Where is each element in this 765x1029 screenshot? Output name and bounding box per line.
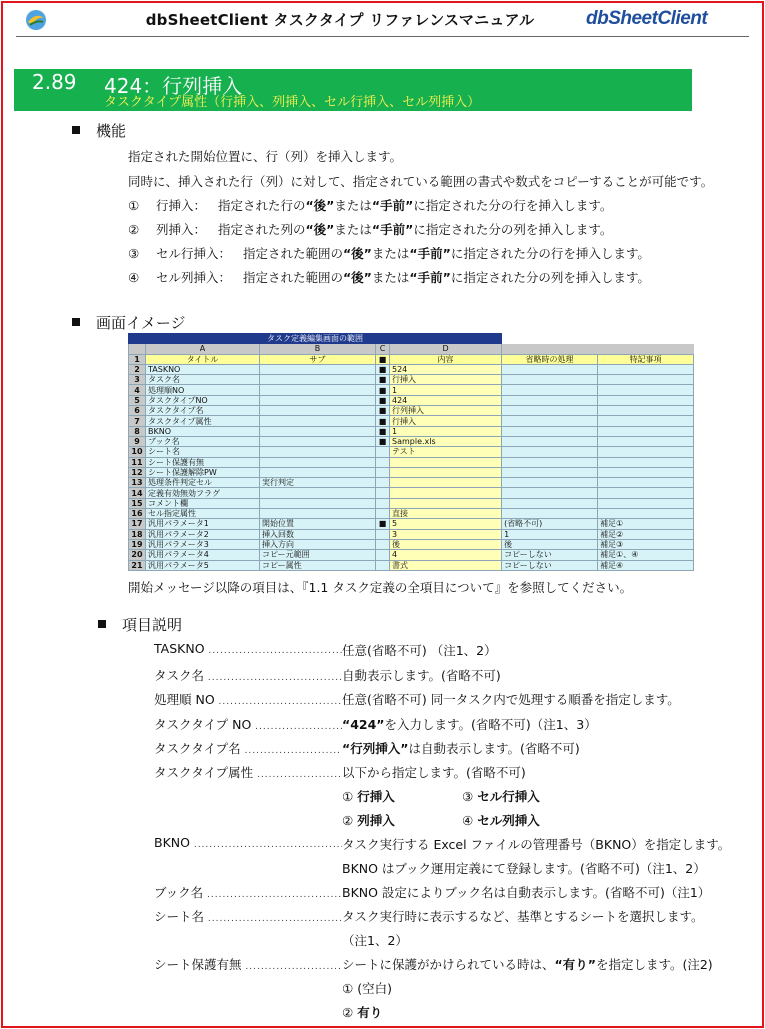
sheet-cell xyxy=(502,375,598,385)
sheet-cell: ■ xyxy=(376,364,390,374)
sheet-cell xyxy=(390,467,502,477)
sheet-cell: 後 xyxy=(502,539,598,549)
def-desc: BKNO 設定によりブック名は自動表示します。(省略不可)（注1） xyxy=(342,885,711,900)
def-desc: シートに保護がかけられている時は、“有り”を指定します。(注2) xyxy=(342,957,713,972)
sheet-row xyxy=(129,406,694,416)
sheet-cell xyxy=(260,447,376,457)
sheet-cell: 汎用パラメータ3 xyxy=(146,539,260,549)
sheet-cell: 書式 xyxy=(390,560,502,570)
sheet-row xyxy=(129,395,694,405)
sheet-cell: 補足③ xyxy=(598,539,694,549)
sheet-row xyxy=(129,375,694,385)
sheet-cell xyxy=(502,416,598,426)
col-letter: A xyxy=(146,344,260,354)
attr-option: ② 列挿入 xyxy=(342,813,395,828)
sheet-cell: タスクタイプ属性 xyxy=(146,416,260,426)
sheet-cell: セル指定属性 xyxy=(146,509,260,519)
row-number: 21 xyxy=(129,560,146,570)
row-number: 14 xyxy=(129,488,146,498)
header-title: dbSheetClient タスクタイプ リファレンスマニュアル xyxy=(145,11,535,29)
col-title: サブ xyxy=(260,354,376,364)
sheet-cell xyxy=(376,478,390,488)
sheet-row xyxy=(129,509,694,519)
sheet-cell: BKNO xyxy=(146,426,260,436)
function-para1: 指定された開始位置に、行（列）を挿入します。 xyxy=(128,149,403,164)
sheet-cell: 424 xyxy=(390,395,502,405)
sheet-cell xyxy=(598,436,694,446)
sheet-cell: 後 xyxy=(390,539,502,549)
sheet-cell: 汎用パラメータ1 xyxy=(146,519,260,529)
sheet-cell xyxy=(598,457,694,467)
col-title: ■ xyxy=(376,354,390,364)
function-item: ① 行挿入： 指定された行の“後”または“手前”に指定された分の行を挿入します。 xyxy=(128,198,613,213)
header-divider xyxy=(16,36,749,37)
bullet-square-icon xyxy=(72,318,80,326)
sheet-cell xyxy=(376,529,390,539)
sheet-row xyxy=(129,488,694,498)
row-number: 9 xyxy=(129,436,146,446)
sheet-cell: コメント欄 xyxy=(146,498,260,508)
sheet-cell xyxy=(598,406,694,416)
sheet-row xyxy=(129,529,694,539)
col-title: 特記事項 xyxy=(598,354,694,364)
sheet-cell: タスクタイプ名 xyxy=(146,406,260,416)
sheet-cell: テスト xyxy=(390,447,502,457)
def-row: シート名 ..... xyxy=(154,907,342,928)
sheet-cell: 実行判定 xyxy=(260,478,376,488)
sheet-cell xyxy=(260,416,376,426)
sheet-cell xyxy=(598,375,694,385)
def-row: ブック名 ..... xyxy=(154,883,342,904)
row-number: 20 xyxy=(129,550,146,560)
sheet-cell: コピー属性 xyxy=(260,560,376,570)
sheet-cell: 3 xyxy=(390,529,502,539)
sheet-cell xyxy=(502,447,598,457)
sheet-row xyxy=(129,385,694,395)
sheet-cell: タスクタイプNO xyxy=(146,395,260,405)
sheet-cell xyxy=(598,467,694,477)
def-row: タスクタイプ名 ..... xyxy=(154,739,342,760)
sheet-cell xyxy=(502,478,598,488)
sheet-row xyxy=(129,364,694,374)
sheet-cell xyxy=(502,395,598,405)
sheet-row xyxy=(129,478,694,488)
sheet-cell xyxy=(376,509,390,519)
sheet-cell xyxy=(260,385,376,395)
row-number: 12 xyxy=(129,467,146,477)
sheet-cell xyxy=(502,467,598,477)
sheet-cell: シート保護解除PW xyxy=(146,467,260,477)
sheet-cell: ■ xyxy=(376,406,390,416)
function-para2: 同時に、挿入された行（列）に対して、指定されている範囲の書式や数式をコピーすることが可能です。 xyxy=(128,174,714,189)
section-title: 424：行列挿入 xyxy=(104,74,243,98)
sheet-cell xyxy=(502,364,598,374)
col-title: 省略時の処理 xyxy=(502,354,598,364)
row-number: 6 xyxy=(129,406,146,416)
sheet-cell xyxy=(390,498,502,508)
sheet-cell xyxy=(376,539,390,549)
sheet-row xyxy=(129,416,694,426)
sheet-cell xyxy=(598,447,694,457)
sheet-cell: 補足① xyxy=(598,519,694,529)
sheet-row xyxy=(129,467,694,477)
row-number: 10 xyxy=(129,447,146,457)
sheet-cell xyxy=(598,488,694,498)
def-desc: BKNO はブック運用定義にて登録します。(省略不可)（注1、2） xyxy=(342,861,706,876)
sheet-cell: 1 xyxy=(390,385,502,395)
row-number: 8 xyxy=(129,426,146,436)
sheet-cell: (省略不可) xyxy=(502,519,598,529)
sheet-cell: 開始位置 xyxy=(260,519,376,529)
sheet-cell xyxy=(260,436,376,446)
def-desc: （注1、2） xyxy=(342,933,408,948)
sheet-cell: ■ xyxy=(376,519,390,529)
prot-option: ② 有り xyxy=(342,1005,383,1020)
def-desc: “424”を入力します。(省略不可)（注1、3） xyxy=(342,717,597,732)
row-number: 7 xyxy=(129,416,146,426)
sheet-row xyxy=(129,436,694,446)
sheet-row xyxy=(129,426,694,436)
def-row: シート保護有無 ..... xyxy=(154,955,342,976)
sheet-cell xyxy=(502,426,598,436)
col-title: 内容 xyxy=(390,354,502,364)
def-row: BKNO ..... xyxy=(154,835,342,853)
attr-option: ③ セル行挿入 xyxy=(462,789,540,804)
sheet-cell xyxy=(390,457,502,467)
sheet-cell xyxy=(598,509,694,519)
sheet-cell xyxy=(502,406,598,416)
sheet-cell xyxy=(502,509,598,519)
def-desc: 任意(省略不可) （注1、2） xyxy=(342,643,497,658)
sheet-cell: ■ xyxy=(376,385,390,395)
sheet-cell xyxy=(390,488,502,498)
sheet-cell: ブック名 xyxy=(146,436,260,446)
screen-heading: 画面イメージ xyxy=(72,312,186,333)
col-letter: B xyxy=(260,344,376,354)
sheet-cell: 挿入回数 xyxy=(260,529,376,539)
sheet-cell xyxy=(376,488,390,498)
section-subtitle: タスクタイプ属性（行挿入、列挿入、セル行挿入、セル列挿入） xyxy=(104,95,481,110)
function-heading: 機能 xyxy=(72,120,126,141)
sheet-cell: 直接 xyxy=(390,509,502,519)
sheet-cell xyxy=(260,406,376,416)
sheet-cell: 補足② xyxy=(598,529,694,539)
sheet-cell xyxy=(376,447,390,457)
sheet-cell xyxy=(260,467,376,477)
sheet-cell: 1 xyxy=(390,426,502,436)
sheet-cell xyxy=(598,478,694,488)
row-number: 18 xyxy=(129,529,146,539)
row-number: 16 xyxy=(129,509,146,519)
sheet-range-caption: タスク定義編集画面の範囲 xyxy=(129,334,502,344)
def-desc: 任意(省略不可) 同一タスク内で処理する順番を指定します。 xyxy=(342,692,680,707)
sheet-cell xyxy=(260,488,376,498)
row-number: 17 xyxy=(129,519,146,529)
prot-option: ① (空白) xyxy=(342,981,392,996)
sheet-cell xyxy=(376,457,390,467)
sheet-cell xyxy=(260,364,376,374)
attr-option: ④ セル列挿入 xyxy=(462,813,540,828)
function-item: ③ セル行挿入： 指定された範囲の“後”または“手前”に指定された分の行を挿入します。 xyxy=(128,246,650,261)
col-letter: C xyxy=(376,344,390,354)
sheet-cell xyxy=(598,364,694,374)
sheet-cell xyxy=(502,498,598,508)
sheet-cell: 処理順NO xyxy=(146,385,260,395)
sheet-cell xyxy=(598,498,694,508)
row-number: 15 xyxy=(129,498,146,508)
sheet-cell: Sample.xls xyxy=(390,436,502,446)
row-number: 19 xyxy=(129,539,146,549)
row-number: 5 xyxy=(129,395,146,405)
sheet-cell: ■ xyxy=(376,375,390,385)
sheet-cell xyxy=(598,416,694,426)
row-number: 13 xyxy=(129,478,146,488)
sheet-cell xyxy=(260,509,376,519)
sheet-cell: 処理条件判定セル xyxy=(146,478,260,488)
sheet-cell xyxy=(376,467,390,477)
def-desc: タスク実行する Excel ファイルの管理番号（BKNO）を指定します。 xyxy=(342,837,731,852)
sheet-cell xyxy=(376,550,390,560)
bullet-square-icon xyxy=(98,620,106,628)
row-number: 4 xyxy=(129,385,146,395)
def-desc: 以下から指定します。(省略不可) xyxy=(342,765,526,780)
sheet-cell: コピーしない xyxy=(502,550,598,560)
def-desc: 自動表示します。(省略不可) xyxy=(342,668,501,683)
sheet-cell: ■ xyxy=(376,426,390,436)
sheet-cell xyxy=(502,385,598,395)
sheet-cell: 524 xyxy=(390,364,502,374)
screen-note: 開始メッセージ以降の項目は、『1.1 タスク定義の全項目について』を参照してください。 xyxy=(128,580,633,595)
attr-option: ① 行挿入 xyxy=(342,789,395,804)
def-row: タスクタイプ属性 ..... xyxy=(154,763,342,784)
sheet-cell: 5 xyxy=(390,519,502,529)
brand-logo: dbSheetClient xyxy=(586,8,708,29)
sheet-cell: タスク名 xyxy=(146,375,260,385)
sheet-row xyxy=(129,498,694,508)
sheet-cell: 汎用パラメータ2 xyxy=(146,529,260,539)
sheet-cell: TASKNO xyxy=(146,364,260,374)
def-row: TASKNO ..... xyxy=(154,641,342,659)
sheet-cell xyxy=(598,385,694,395)
row-number: 3 xyxy=(129,375,146,385)
sheet-row xyxy=(129,447,694,457)
sheet-cell: 補足①、④ xyxy=(598,550,694,560)
sheet-cell xyxy=(260,395,376,405)
row-number: 11 xyxy=(129,457,146,467)
sheet-cell: 1 xyxy=(502,529,598,539)
sheet-cell xyxy=(376,560,390,570)
sheet-row xyxy=(129,560,694,570)
col-title: タイトル xyxy=(146,354,260,364)
items-heading: 項目説明 xyxy=(98,614,182,635)
section-number: 2.89 xyxy=(32,70,77,94)
sheet-cell: 行列挿入 xyxy=(390,406,502,416)
sheet-cell: 定義有効無効フラグ xyxy=(146,488,260,498)
sheet-cell xyxy=(390,478,502,488)
app-logo-icon xyxy=(24,8,48,32)
sheet-cell: ■ xyxy=(376,436,390,446)
sheet-cell xyxy=(598,426,694,436)
sheet-cell: 汎用パラメータ4 xyxy=(146,550,260,560)
sheet-cell: 補足④ xyxy=(598,560,694,570)
sheet-cell: 行挿入 xyxy=(390,375,502,385)
def-desc: タスク実行時に表示するなど、基準とするシートを選択します。 xyxy=(342,909,704,924)
sheet-cell: シート保護有無 xyxy=(146,457,260,467)
sheet-cell: ■ xyxy=(376,395,390,405)
section-banner xyxy=(14,69,692,111)
sheet-cell: ■ xyxy=(376,416,390,426)
sheet-cell: コピーしない xyxy=(502,560,598,570)
sheet-row xyxy=(129,539,694,549)
sheet-cell: 挿入方向 xyxy=(260,539,376,549)
sheet-cell xyxy=(260,426,376,436)
sheet-row xyxy=(129,457,694,467)
sheet-cell xyxy=(260,498,376,508)
sheet-cell: 行挿入 xyxy=(390,416,502,426)
def-row: タスク名 ..... xyxy=(154,666,342,687)
sheet-cell xyxy=(376,498,390,508)
sheet-cell xyxy=(598,395,694,405)
sheet-cell xyxy=(260,375,376,385)
function-item: ② 列挿入： 指定された列の“後”または“手前”に指定された分の列を挿入します。 xyxy=(128,222,613,237)
row-number: 2 xyxy=(129,364,146,374)
bullet-square-icon xyxy=(72,126,80,134)
def-row: タスクタイプ NO ..... xyxy=(154,715,342,736)
spreadsheet-image: タスク定義編集画面の範囲 A B C D 1 タイトル サブ ■ 内容 省略時の処理 特記事項 2 TASKNO ■ 524 3 タスク名 ■ 行挿入 4 処理順NO ■ 1 5 タスクタイプNO ■ 424 6 タスクタイプ名 ■ 行列挿入 7 タスクタイプ属性 ■ 行挿入 8 BKNO ■ 1 9 ブック名 ■ Sample.xls 10 シート名 テスト 11 シート保護有無 12 シート保護解除PW 13 処理条件判定セル 実行判定 14 定義有効無効フラグ 15 コメント欄 16 セル指定属性 直接 17 汎用パラメータ1 開始位置 ■ 5 (省略不可) 補足① 18 汎用パラメータ2 挿入回数 3 1 補足② 19 汎用パラメータ3 挿入方向 後 後 補足③ 20 汎用パラメータ4 コピー元範囲 4 コピーしない 補足①、④ 21 汎用パラメータ5 コピー属性 書式 コピーしない 補足④ xyxy=(128,333,693,571)
sheet-row xyxy=(129,550,694,560)
sheet-row xyxy=(129,519,694,529)
sheet-cell xyxy=(502,436,598,446)
col-letter: D xyxy=(390,344,502,354)
sheet-cell xyxy=(502,457,598,467)
sheet-cell xyxy=(260,457,376,467)
sheet-cell xyxy=(502,488,598,498)
function-item: ④ セル列挿入： 指定された範囲の“後”または“手前”に指定された分の列を挿入します。 xyxy=(128,270,650,285)
def-row: 処理順 NO ..... xyxy=(154,690,342,711)
sheet-cell: 4 xyxy=(390,550,502,560)
sheet-cell: シート名 xyxy=(146,447,260,457)
def-desc: “行列挿入”は自動表示します。(省略不可) xyxy=(342,741,580,756)
sheet-cell: 汎用パラメータ5 xyxy=(146,560,260,570)
sheet-cell: コピー元範囲 xyxy=(260,550,376,560)
